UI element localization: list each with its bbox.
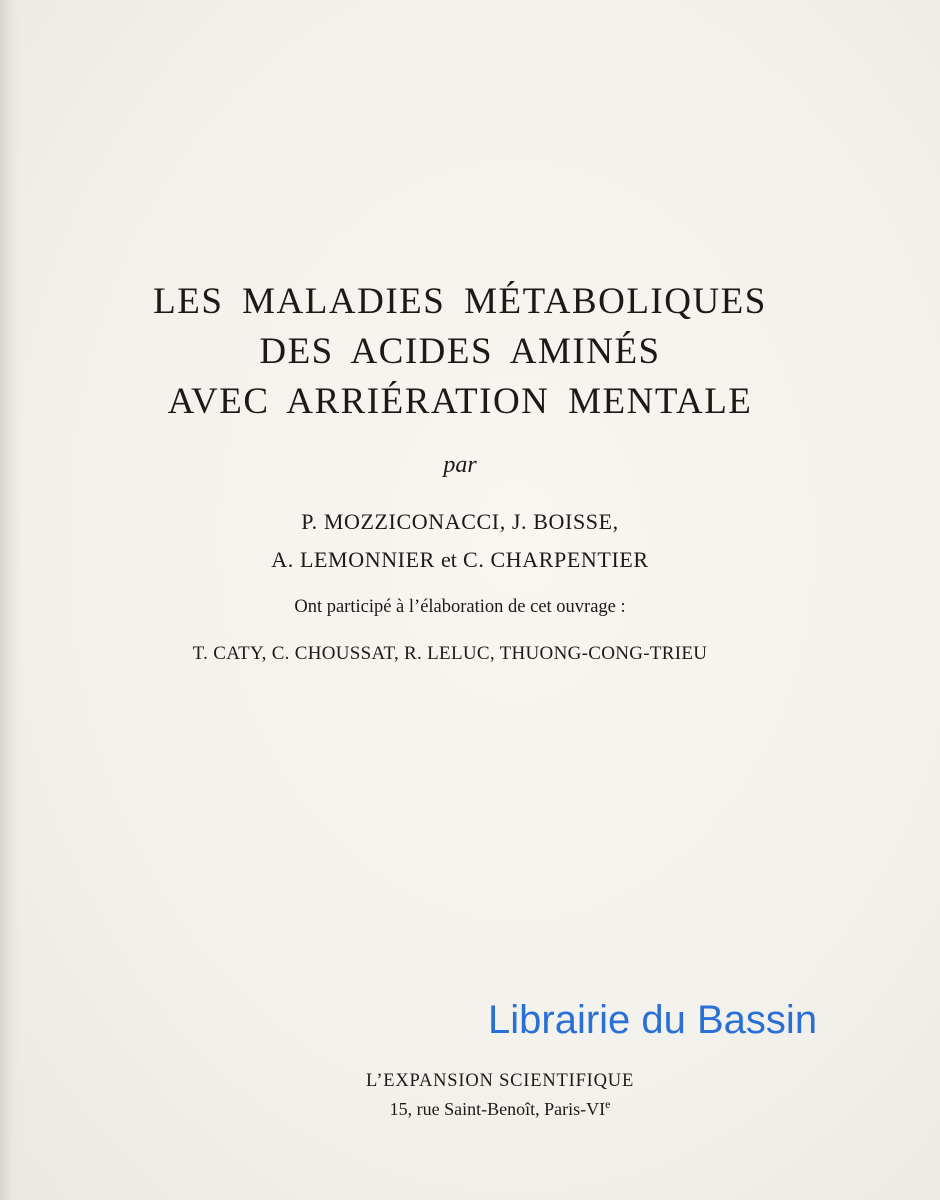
authors-line-2 [120, 547, 800, 573]
book-title-line-2: DES ACIDES AMINÉS [259, 331, 661, 372]
publisher-name: L’EXPANSION SCIENTIFIQUE [365, 1071, 635, 1091]
publisher-address [200, 1097, 800, 1120]
book-title-line-3: AVEC ARRIÉRATION MENTALE [167, 381, 753, 422]
by-label: par [443, 452, 477, 478]
publisher-address-text: 15, rue Saint-Benoît, Paris-VI [389, 1099, 606, 1119]
authors-line-1: P. MOZZICONACCI, J. BOISSE, [301, 509, 619, 534]
author-charpentier: C. CHARPENTIER [463, 547, 649, 572]
bookseller-watermark: Librairie du Bassin [488, 998, 818, 1042]
participation-label: Ont participé à l’élaboration de cet ouvrage : [294, 597, 626, 617]
page-binding-edge [0, 0, 22, 1200]
authors-conjunction: et [441, 547, 457, 572]
author-lemonnier: A. LEMONNIER [271, 547, 435, 572]
contributors-list: T. CATY, C. CHOUSSAT, R. LELUC, THUONG-CONG-TRIEU [192, 643, 708, 664]
publisher-address-superscript: e [605, 1097, 611, 1111]
book-title-line-1: LES MALADIES MÉTABOLIQUES [153, 281, 767, 322]
